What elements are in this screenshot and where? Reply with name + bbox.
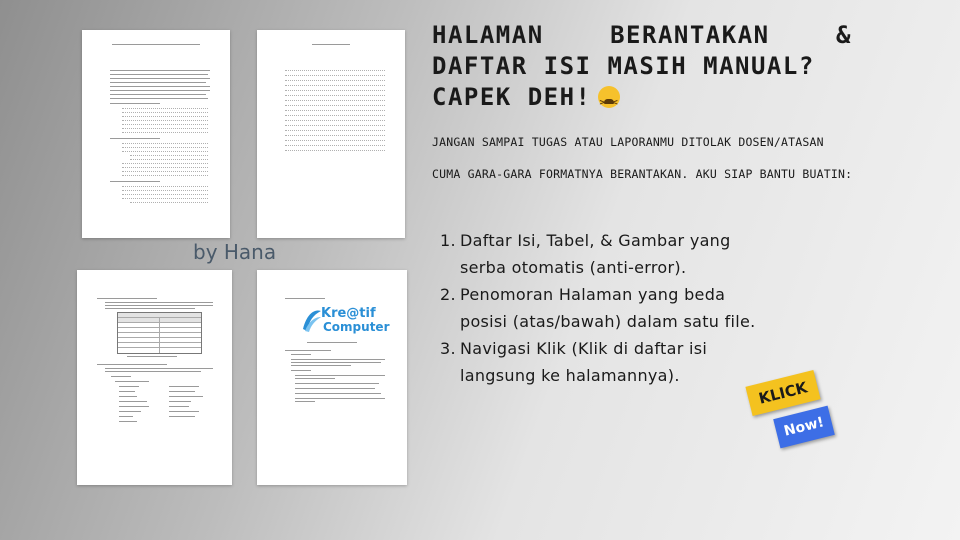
document-thumbnail-table-page bbox=[77, 270, 232, 485]
tired-face-emoji-icon bbox=[598, 86, 620, 108]
logo-text-kreatif: Kre@tif bbox=[321, 306, 376, 321]
logo-swoosh-icon bbox=[301, 307, 323, 333]
headline-word-3: & bbox=[836, 21, 852, 49]
document-thumbnail-daftar-isi bbox=[82, 30, 230, 238]
headline-word-1: HALAMAN bbox=[432, 21, 544, 49]
headline-line-2: DAFTAR ISI MASIH MANUAL? bbox=[432, 52, 815, 80]
logo-text-computer: Computer bbox=[323, 320, 390, 334]
list-item: 1. Daftar Isi, Tabel, & Gambar yang serba otomatis (anti-error). bbox=[440, 231, 731, 277]
now-sticker-button[interactable]: Now! bbox=[773, 406, 835, 449]
document-thumbnail-logo-page bbox=[257, 270, 407, 485]
subtext-line-1: JANGAN SAMPAI TUGAS ATAU LAPORANMU DITOLAK DOSEN/ATASAN bbox=[432, 135, 824, 149]
headline-word-2: BERANTAKAN bbox=[610, 21, 770, 49]
subtext-line-2: CUMA GARA-GARA FORMATNYA BERANTAKAN. AKU SIAP BANTU BUATIN: bbox=[432, 167, 853, 181]
author-byline: by Hana bbox=[193, 240, 277, 264]
headline-line-3: CAPEK DEH! bbox=[432, 83, 592, 111]
list-item: 3. Navigasi Klik (Klik di daftar isi langsung ke halamannya). bbox=[440, 339, 708, 385]
klick-sticker-button[interactable]: KLICK bbox=[745, 370, 820, 416]
feature-list bbox=[440, 227, 840, 389]
mini-table bbox=[117, 312, 202, 354]
headline bbox=[432, 20, 852, 113]
list-item: 2. Penomoran Halaman yang beda posisi (atas/bawah) dalam satu file. bbox=[440, 285, 756, 331]
kreatif-computer-logo bbox=[301, 304, 390, 338]
document-thumbnail-daftar-gambar bbox=[257, 30, 405, 238]
